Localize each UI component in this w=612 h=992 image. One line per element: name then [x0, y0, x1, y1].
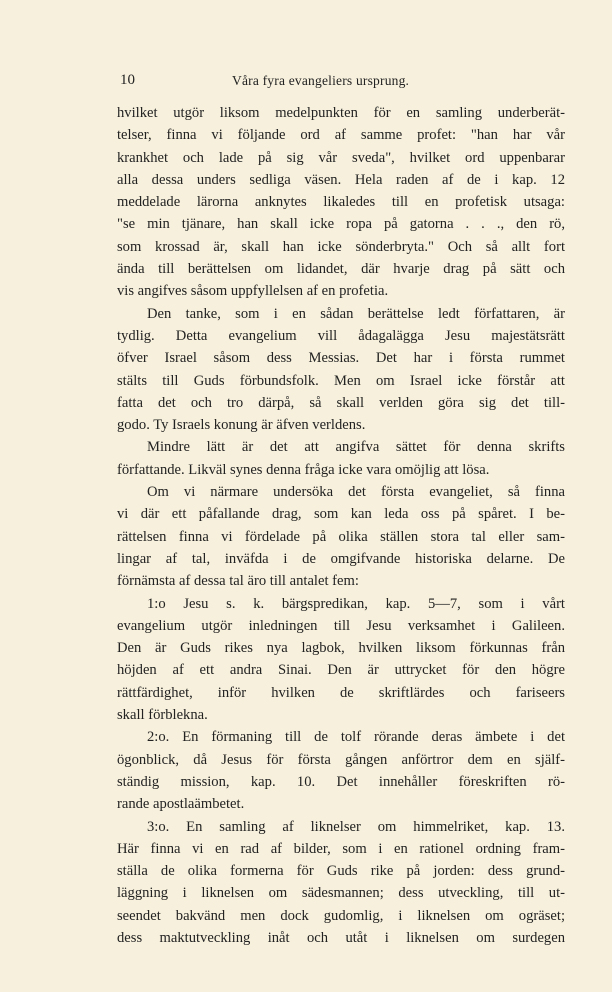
text-line: Om vi närmare undersöka det första evangeliet, så finna [147, 484, 565, 501]
text-line: telser, finna vi följande ord af samme profet: "han har vår [117, 127, 565, 144]
text-line: vi där ett påfallande drag, som kan leda oss på spåret. I be- [117, 506, 565, 523]
text-line: "se min tjänare, han skall icke ropa på gatorna . . ., den rö, [117, 216, 565, 233]
text-line: godo. Ty Israels konung är äfven verldens. [117, 417, 366, 434]
text-line: 3:o. En samling af liknelser om himmelriket, kap. 13. [147, 818, 565, 835]
text-line: höjden af ett andra Sinai. Den är uttrycket för den högre [117, 662, 565, 679]
text-line: förnämsta af dessa tal äro till antalet fem: [117, 573, 359, 590]
text-line: alla dessa unders sedliga väsen. Hela raden af de i kap. 12 [117, 171, 565, 188]
text-line: Här finna vi en rad af bilder, som i en rationel ordning fram- [117, 840, 565, 857]
text-line: ögonblick, då Jesus för första gången anförtror dem en själf- [117, 751, 565, 768]
text-line: hvilket utgör liksom medelpunkten för en samling underberät- [117, 105, 565, 121]
text-line: Den är Guds rikes nya lagbok, hvilken liksom förkunnas från [117, 640, 565, 657]
text-line: vis angifves såsom uppfyllelsen af en profetia. [117, 283, 389, 300]
text-line: Den tanke, som i en sådan berättelse ledt författaren, är [147, 305, 565, 322]
text-line: krankhet och lade på sig vår sveda", hvilket ord uppenbarar [117, 149, 565, 166]
running-title: Våra fyra evangeliers ursprung. [232, 73, 410, 88]
page-header [120, 72, 570, 96]
text-line: dess maktutveckling inåt och utåt i liknelsen om surdegen [117, 929, 565, 946]
text-line: som krossad är, skall han icke sönderbryta." Och så allt fort [117, 238, 565, 255]
text-line: ända till berättelsen om lidandet, där hvarje drag på sätt och [117, 261, 565, 278]
text-line: ständig mission, kap. 10. Det innehåller föreskriften rö- [117, 773, 565, 790]
text-line: evangelium utgör inledningen till Jesu verksamhet i Galileen. [117, 617, 565, 634]
body-text [117, 102, 565, 949]
text-line: stälts till Guds förbundsfolk. Men om Israel icke förstår att [117, 372, 565, 389]
text-line: 2:o. En förmaning till de tolf rörande deras ämbete i det [147, 729, 565, 746]
text-line: rättfärdighet, inför hvilken de skriftlärdes och fariseers [117, 684, 565, 701]
text-line: rande apostlaämbetet. [117, 796, 245, 813]
text-line: öfver Israel såsom dess Messias. Det har i första rummet [117, 350, 565, 367]
text-line: 1:o Jesu s. k. bärgspredikan, kap. 5—7, som i vårt [147, 595, 565, 612]
text-line: skall förblekna. [117, 707, 208, 724]
text-line: fatta det och tro därpå, så skall verlden göra sig det till- [117, 394, 565, 411]
page-number: 10 [120, 72, 135, 88]
text-line: läggning i liknelsen om sädesmannen; dess utveckling, till ut- [117, 885, 565, 902]
text-line: meddelade lärorna anknytes likaledes till en profetisk utsaga: [117, 194, 565, 211]
text-line: seendet bakvänd men dock gudomlig, i liknelsen om ogräset; [117, 907, 565, 924]
text-line: tydlig. Detta evangelium vill ådagalägga Jesu majestätsrätt [117, 327, 565, 344]
text-line: författande. Likväl synes denna fråga icke vara omöjlig att lösa. [117, 461, 490, 478]
text-line: lingar af tal, inväfda i de omgifvande historiska delarne. De [117, 550, 565, 567]
text-line: Mindre lätt är det att angifva sättet för denna skrifts [147, 439, 565, 456]
text-line: ställa de olika formerna för Guds rike på jorden: dess grund- [117, 863, 565, 880]
text-line: rättelsen finna vi fördelade på olika ställen stora tal eller sam- [117, 528, 565, 545]
